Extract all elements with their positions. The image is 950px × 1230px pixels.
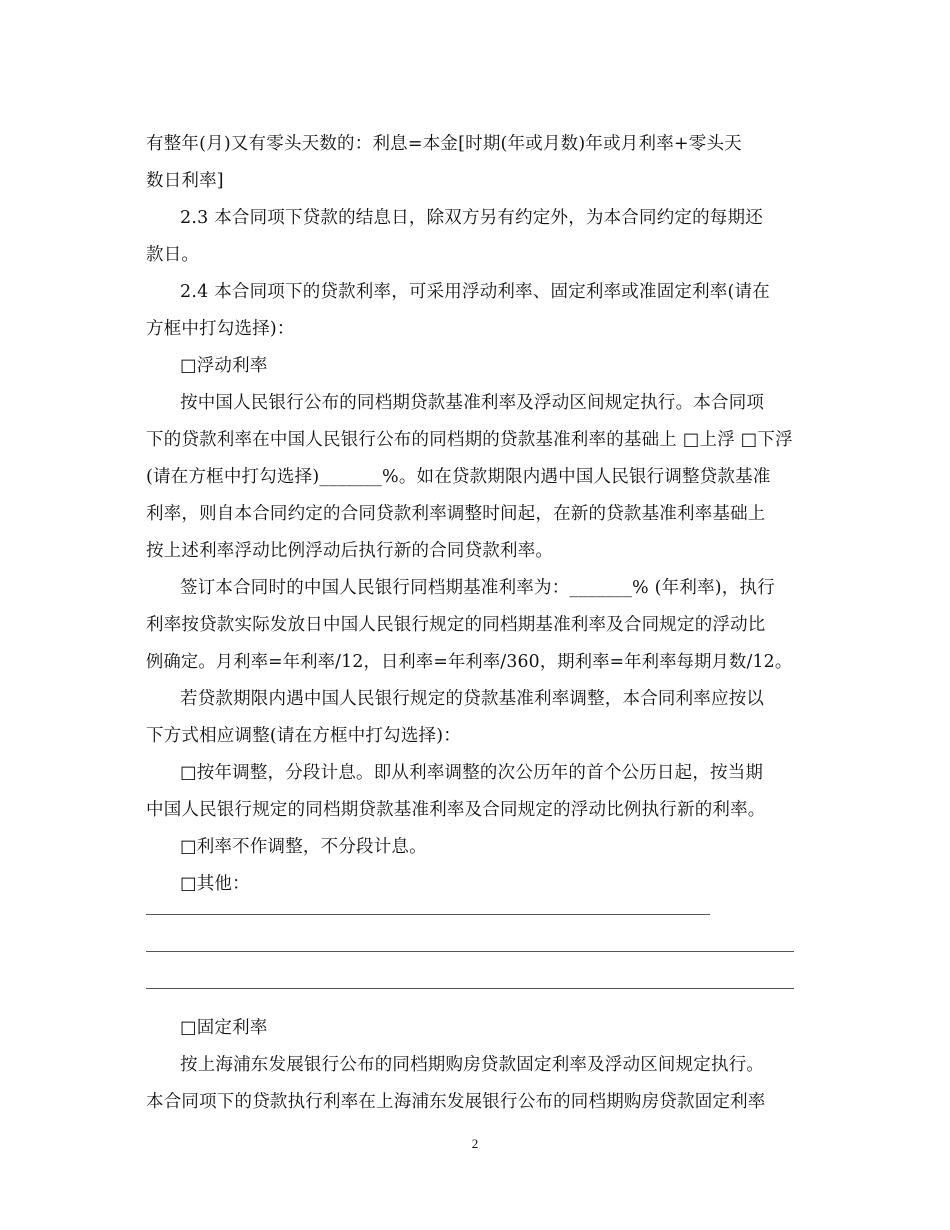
text-line: 数日利率] (146, 171, 224, 191)
text-line: 若贷款期限内遇中国人民银行规定的贷款基准利率调整，本合同利率应按以 (180, 689, 765, 709)
text-line: 有整年(月)又有零头天数的：利息=本金[时期(年或月数)年或月利率+零头天 (146, 134, 742, 154)
text-line: 方框中打勾选择)： (146, 319, 295, 339)
text-line: 签订本合同时的中国人民银行同档期基准利率为：_______% (年利率)，执行 (180, 578, 775, 598)
floating-rate-option: □浮动利率 (180, 356, 268, 376)
text-line: 利率按贷款实际发放日中国人民银行规定的同档期基准利率及合同规定的浮动比 (146, 615, 766, 635)
text-line: 按中国人民银行公布的同档期贷款基准利率及浮动区间规定执行。本合同项 (180, 393, 765, 413)
text-line: 按上述利率浮动比例浮动后执行新的合同贷款利率。 (146, 541, 554, 561)
text-line: 例确定。月利率=年利率/12，日利率=年利率/360，期利率=年利率每期月数/12。 (146, 652, 793, 672)
fixed-rate-option: □固定利率 (180, 1018, 268, 1038)
annual-adjust-option: □按年调整，分段计息。即从利率调整的次公历年的首个公历日起，按当期 (180, 763, 764, 783)
page-number: 2 (471, 1136, 479, 1151)
blank-fill-line (146, 988, 794, 989)
blank-fill-line (146, 914, 710, 915)
no-adjust-option: □利率不作调整，不分段计息。 (180, 837, 427, 857)
text-line: 下的贷款利率在中国人民银行公布的同档期的贷款基准利率的基础上 □上浮 □下浮 (146, 430, 793, 450)
text-line: 本合同项下的贷款执行利率在上海浦东发展银行公布的同档期购房贷款固定利率 (146, 1092, 766, 1112)
clause-2-4-line: 2.4 本合同项下的贷款利率，可采用浮动利率、固定利率或准固定利率(请在 (180, 282, 770, 302)
text-line: 中国人民银行规定的同档期贷款基准利率及合同规定的浮动比例执行新的利率。 (146, 800, 766, 820)
text-line: 按上海浦东发展银行公布的同档期购房贷款固定利率及浮动区间规定执行。 (180, 1055, 765, 1075)
clause-2-3-line: 2.3 本合同项下贷款的结息日，除双方另有约定外，为本合同约定的每期还 (180, 208, 763, 228)
text-line: (请在方框中打勾选择)_______%。如在贷款期限内遇中国人民银行调整贷款基准 (146, 467, 771, 487)
text-line: 款日。 (146, 245, 200, 265)
text-line: 下方式相应调整(请在方框中打勾选择)： (146, 726, 461, 746)
text-line: 利率，则自本合同约定的合同贷款利率调整时间起，在新的贷款基准利率基础上 (146, 504, 766, 524)
other-option: □其他： (180, 874, 250, 894)
blank-fill-line (146, 951, 794, 952)
